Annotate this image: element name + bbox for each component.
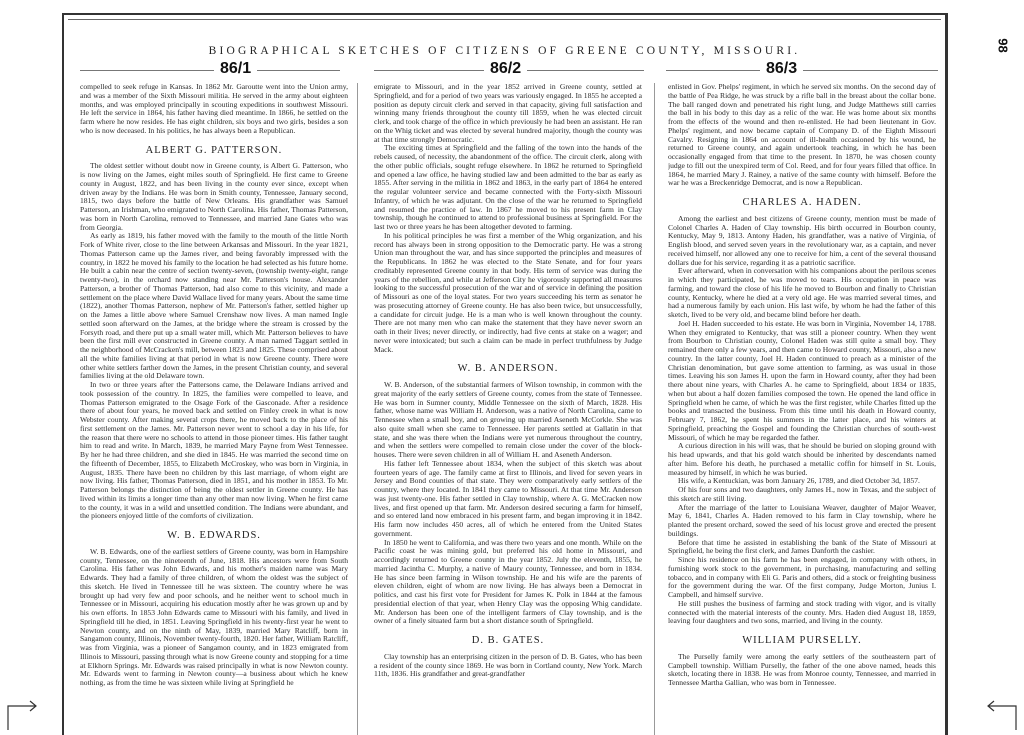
paragraph: He still pushes the business of farming and stock trading with vigor, and is vitally connected with the material interests of the county. Mrs. Haden died August 18, 1859, leaving four daughters and two sons, married, and living in the county. (668, 598, 936, 626)
column-divider (357, 83, 358, 735)
text-column-1 (80, 83, 348, 735)
section-heading: CHARLES A. HADEN. (742, 197, 862, 208)
paragraph: In 1850 he went to California, and was there two years and one month. While on the Pacific coast he was mining gold, but preferred his old home in Missouri, and accordingly returned to Greene county in the year 1852. July the eleventh, 1855, he married Jacintha C. Murphy, a native of Maury county, Tennessee, and born in 1834. He has since been farming in Wilson township. He and his wife are the parents of eleven children, eight of whom are now living. He has always been a Democrat in politics, and cast his first vote for President for James K. Polk in 1844 at the famous presidential election of that year, when Henry Clay was the opposing Whig candidate. Mr. Anderson has been one of the intelligent farmers of Clay township, and is the owner of a finely situated farm but a short distance south of Springfield. (374, 537, 642, 626)
page-header: BIOGRAPHICAL SKETCHES OF CITIZENS OF GREENE COUNTY, MISSOURI. (208, 45, 801, 57)
paragraph: As early as 1819, his father moved with the family to the mouth of the little North Fork of White river, close to the line between Arkansas and Missouri. In the year 1821, Thomas Patterson came up the James river, and being favorably impressed with the country, in 1822 he moved his family to the location he had selected as his future home. He built a cabin near the centre of section twenty-seven, (township twenty-eight, range twenty-two), in the orchard now standing near Mr. Patterson's house. Alexander Patterson, a brother of Thomas Patterson, had also come to this vicinity, and made a settlement on the place where David Wallace lived for many years. About the same time (1822), another Thomas Patterson, nephew of Mr. Patterson's father, settled higher up on the James a little above where Samuel Crenshaw now lives. A man named Ingle settled soon afterward on the James, at the bridge where the stream is crossed by the Forsyth road, and there put up a small water mill, which Mr. Patterson believes to have been the first mill ever constructed in Greene county. A man named Taggart settled in the neighborhood of McCracken's mill, between 1823 and 1825. These comprised about all the white families living at that period in what is now Greene county. There were other white settlers farther down the James, in the present Christian county, and several families living at the old Delaware town. (80, 231, 348, 381)
top-rule (68, 19, 941, 20)
section-heading: WILLIAM PURSELLY. (742, 635, 862, 646)
page-number-2: 86/2 (484, 60, 527, 78)
text-column-3 (668, 83, 936, 735)
paragraph: compelled to seek refuge in Kansas. In 1862 Mr. Garoutte went into the Union army, and was a member of the Sixth Missouri militia. He served in the army about eighteen months, and was employed principally in scouting expeditions in southwest Missouri. He left the service in 1864, his father having died meantime. In 1866, he settled on the farm where he now resides. He has eight children, six boys and two girls, besides a son who is now deceased. In his politics, he has always been a Republican. (80, 83, 348, 135)
paragraph: The oldest settler without doubt now in Greene county, is Albert G. Patterson, who is now living on the James, eight miles south of Springfield. He first came to Greene county in August, 1822, and has been living in the county ever since, except when driven away by the Indians. He was born in Smith county, Tennessee, January second, 1815, two days before the battle of New Orleans. His grandfather was Samuel Patterson, an Irishman, who emigrated to North Carolina. His father, Thomas Patterson, was born in North Carolina, removed to Tennessee, and married Jane Gates who was from Georgia. (80, 161, 348, 232)
paragraph: Since his residence on his farm he has been engaged, in company with others, in furnishing work stock to the government, in purchasing, manufacturing and selling tobacco, and in company with Eli G. Paris and others, did a stock or freighting business for the government during the war. Of the first company, Judge Morton, Junius I. Campbell, and himself survive. (668, 555, 936, 599)
paragraph: His father left Tennessee about 1834, when the subject of this sketch was about fourteen years of age. The family came at first to Illinois, and lived for seven years in Jersey and Bond counties of that state. They were comparatively early settlers of the country, where they located. In 1841 they came to Missouri. At that time Mr. Anderson was just twenty-one. His father settled in Clay township, where A. G. McCracken now lives, and first opened up that farm. Mr. Anderson desired securing a farm for himself, and so entered land now embraced in his present farm, and began improving it in 1842. His farm now includes 450 acres, all of which he entered from the United States government. (374, 458, 642, 538)
section-heading: W. B. EDWARDS. (167, 530, 261, 541)
paragraph: Clay township has an enterprising citizen in the person of D. B. Gates, who has been a resident of the county since 1869. He was born in Cortland county, New York. March 11th, 1836. His grandfather and great-grandfather (374, 651, 642, 679)
section-heading: ALBERT G. PATTERSON. (145, 144, 283, 156)
paragraph: Joel H. Haden succeeded to his estate. He was born in Virginia, November 14, 1788. When they emigrated to Kentucky, that was still a pioneer country. When they went from Bourbon to Christian county, Colonel Haden was still quite a small boy. They remained there only a few years, and then came to Howard county, Missouri, also a new country. In the latter county, Joel H. Haden continued to preach as a minister of the Christian denomination, but gave some attention to farming, as was usual in those times. Leaving his son James H. upon the farm in Howard county, after they had been there about nine years, with Charles A. he came to Springfield, about 1834 or 1835, when but about a half dozen families composed the town. He opened the land office in Springfield when he came, of which he was the first register, while Charles fitted up the books and transacted the business. From this time until his death in Howard county, February 7, 1862, he spent his summers in the latter place, and his winters at Springfield, preaching the Gospel and founding the Christian churches of south-west Missouri, of which he may be regarded the father. (668, 318, 936, 442)
paragraph: enlisted in Gov. Phelps' regiment, in which he served six months. On the second day of the battle of Pea Ridge, he was struck by a rifle ball in the breast about the collar bone. The ball ranged down and penetrated his right lung, and Judge Matthews still carries the ball in his body to this day as a relic of the war. He was home about six months from the effects of the wound and then re-enlisted. He had been lieutenant in Gov. Phelps' regiment, and now became captain of Company D. of the Eighth Missouri Cavalry. Resigning in 1864 on account of ill-health occasioned by his wound, he returned to Greene county, and again undertook teaching, in which he has been occasionally engaged from that time to the present. In 1870, he was chosen county judge to fill out the unexpired term of Col. Reed, and for four years filled that office. In 1864, he married Mary J. Rainey, a native of the same county with himself. Before the war he was a Breckenridge Democrat, and is now a Republican. (668, 83, 936, 188)
section-heading: D. B. GATES. (471, 635, 545, 646)
paragraph: Among the earliest and best citizens of Greene county, mention must be made of Colonel Charles A. Haden of Clay township. His birth occurred in Bourbon county, Kentucky, May 9, 1813. Antony Haden, his grandfather, was a native of Virginia, of English blood, and served seven years in the revolutionary war, as a captain, and never received himself, nor allowed any one to receive for him, a cent of the several thousand dollars due for his service, regarding it as a patriotic sacrifice. (668, 213, 936, 267)
paragraph: Of his four sons and two daughters, only James H., now in Texas, and the subject of this sketch are still living. (668, 485, 936, 503)
paragraph: W. B. Edwards, one of the earliest settlers of Greene county, was born in Hampshire county, Tennessee, on the nineteenth of June, 1818. His ancestors were from South Carolina. His father was John Edwards, and his mother's maiden name was Mary Edwards. They had a family of three children, of whom the oldest was the subject of this sketch. He lived in Tennessee till he was sixteen. The country where he was brought up had very few and poor schools, and he neither went to school much in Tennessee or in Missouri, acquiring his education mostly after he was grown up and by his own efforts. In 1853 John Edwards came to Missouri with his family, and lived in Springfield till he died, in 1851. Leaving Springfield in his twenty-first year he went to Newton county, and on the ninth of May, 1839, married Mary Ratcliff, born in Sangamon county, Illinois, November twenty-fourth, 1820. Her father, William Ratcliff, was from Virginia, was a pioneer of Sangamon county, and in 1823 emigrated from Illinois to Missouri, passing through what is now Greene county and stopping for a time at Elkhorn Springs. Mr. Edwards was raised principally in what is now Newton county. Mr. Edwards went to farming in Newton county—a business about which he knew nothing, as from the time he was sixteen while living at Springfield he (80, 546, 348, 687)
section-heading: W. B. ANDERSON. (457, 363, 559, 375)
text-column-2 (374, 83, 642, 735)
paragraph: Ever afterward, when in conversation with his companions about the perilous scenes in which they participated, he was moved to tears. His occupation in peace was farming, and toward the close of his life he moved to Bourbon and finally to Christian county, Kentucky, where he died at a very old age. He was married several times, and had a numerous family by each union. His last wife, by whom he had the father of this sketch, lived to be very old, and became blind before her death. (668, 266, 936, 319)
page-frame (62, 13, 948, 735)
paragraph: Before that time he assisted in establishing the bank of the State of Missouri at Springfield, he being the first clerk, and James Danforth the cashier. (668, 537, 936, 556)
crop-mark-right-icon (984, 692, 1018, 732)
page-number-1: 86/1 (214, 60, 257, 78)
paragraph: A curious direction in his will was, that he should be buried on sloping ground with his head upwards, and that his gold watch should be inherited by descendants named after him. Before his death, he purchased a metallic coffin for himself in St. Louis, measured by himself, in which he was buried. (668, 441, 936, 477)
paragraph: The Purselly family were among the early settlers of the southeastern part of Campbell township. William Purselly, the father of the one above named, heads this sketch, locating there in 1838. He was from Monroe county, Tennessee, and married in Tennessee Martha Gallian, who was born in Tennessee. (668, 651, 936, 687)
paragraph: W. B. Anderson, of the substantial farmers of Wilson township, in common with the great majority of the early settlers of Greene county, comes from the state of Tennessee. He was born in Sumner county, Middle Tennessee on the sixth of March, 1828. His father, whose name was William H. Anderson, was a native of North Carolina, came to Tennessee when a small boy, and on growing up married Aseneth McCorkle. She was also quite small when she came to Tennessee. Her parents settled at Gallatin in that state, and she was there when the Indians were yet numerous throughout the country, and when the settlers were compelled to remain close under the cover of the block-houses. There were seven children in all of William H. and Aseneth Anderson. (374, 380, 642, 459)
paragraph: In his political principles he was first a member of the Whig organization, and his record has always been in strong opposition to the Democratic party. He was a strong Union man throughout the war, and has since supported the principles and measures of the Republicans. In 1862 he was elected to the State Senate, and for four years creditably represented Greene county in that body. His term of service was during the years of the rebellion, and while at Jefferson City he vigorously supported all measures looking to the successful prosecution of the war and of service in defining the position of Missouri as one of the loyal states. For two years succeeding his term as senator he was prosecuting attorney of Greene county. He has also been twice, but unsuccessfully, a candidate for circuit judge. He is a man who is well known throughout the county. There are not many men who can make the statement that they have never sworn an oath in their lives; never directly, or indirectly, had five cents at stake on a wager; and never were intoxicated; but such a claim can be made in perfect truthfulness by Judge Mack. (374, 230, 642, 354)
paragraph: After the marriage of the latter to Louisiana Weaver, daughter of Major Weaver, May 6, 1841, Charles A. Haden removed to his farm in Clay township, where he planted the present orchard, sowed the seed of his locust grove and erected the present buildings. (668, 502, 936, 538)
paragraph: emigrate to Missouri, and in the year 1852 arrived in Greene county, settled at Springfield, and for a period of two years was variously engaged. In 1855 he accepted a position as deputy circuit clerk and served in that capacity, giving full satisfaction and winning many friends throughout the county till 1859, when he was elected circuit clerk, and took charge of the office in which previously he had been an assistant. He ran on the Whig ticket and was elected by several hundred majority, though the county was at that time strongly Democratic. (374, 83, 642, 144)
page-number-3: 86/3 (760, 60, 803, 78)
column-divider (654, 83, 655, 735)
side-page-number: 98 (995, 38, 1011, 53)
page-rule-1 (80, 70, 340, 71)
crop-mark-left-icon (6, 692, 40, 732)
paragraph: His wife, a Kentuckian, was born January 26, 1789, and died October 3d, 1857. (678, 476, 920, 486)
paragraph: The exciting times at Springfield and the falling of the town into the hands of the rebels caused, of necessity, the abandonment of the office. The circuit clerk, along with the other public officials, sought refuge elsewhere. In 1862 he returned to Springfield and opened a law office, he having studied law and been admitted to the bar as early as 1855. After serving in the militia in 1862 and 1863, in the early part of 1864 he entered the regular volunteer service and became connected with the Forty-sixth Missouri Infantry, of which he was adjutant. On the close of the war he returned to Springfield and resumed the practice of law. In 1867 he moved to his present farm in Clay township, though he continued to attend to professional business at Springfield. For the last two or three years he has been altogether devoted to farming. (374, 143, 642, 231)
paragraph: In two or three years after the Pattersons came, the Delaware Indians arrived and took possession of the country. In 1825, the families were compelled to leave, and Thomas Patterson emigrated to the Osage Fork of the Gasconade. After a residence there of about four years, he moved back and settled on Finley creek in what is now Webster county. After making several crops there, he moved back to the place of his first settlement on the James. Mr. Patterson never went to school a day in his life, for the reason that there were no schools to attend in those pioneer times. His father taught him to read and write. In March, 1839, he married Mary Payne from West Tennessee. By her he had three children, and she died in 1845. He was married the second time on the fifteenth of December, 1855, to Elizabeth McCroskey, who was born in Virginia, in August, 1835. There have been no children by this last marriage, of whom eight are now living. His father, Thomas Patterson, died in 1851, and his mother in 1853. To Mr. Patterson belongs the distinction of being the oldest settler in Greene county. He has lived within its limits a longer time than any other man now living. When he first came to the county, it was in a wild and unsettled condition. The Indians were abundant, and the pioneers enjoyed little of the comforts of civilization. (80, 380, 348, 521)
